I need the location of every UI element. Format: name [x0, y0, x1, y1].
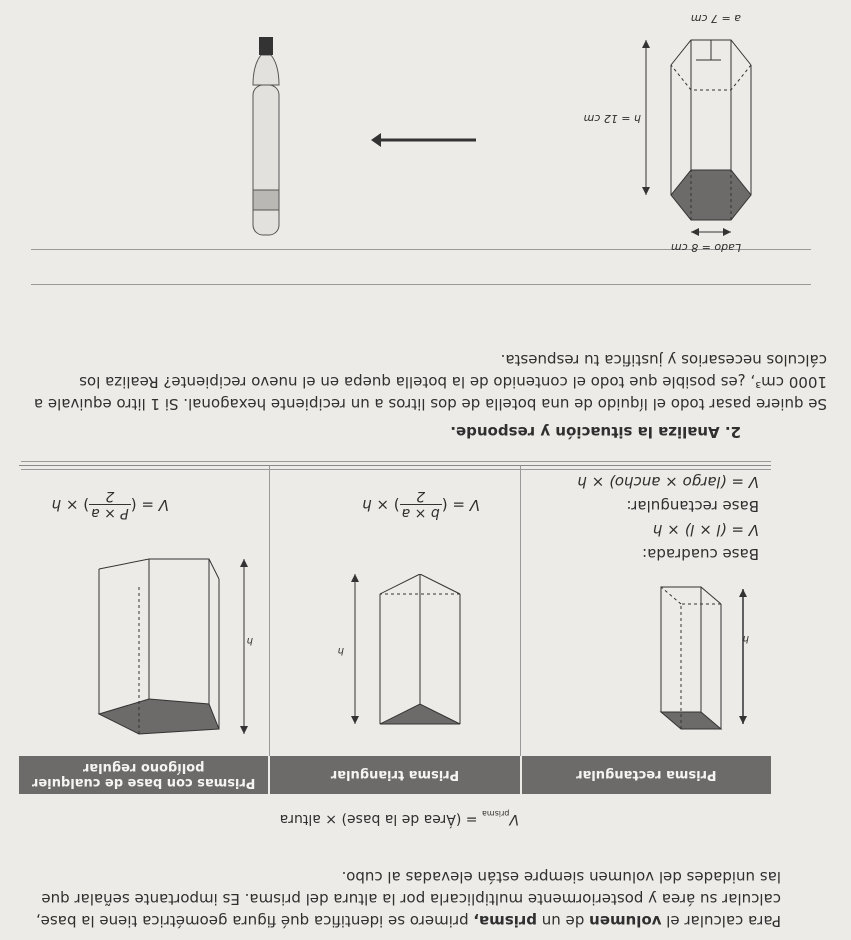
arrow-icon [371, 130, 481, 150]
triangular-prism-drawing [337, 574, 480, 744]
rect-formulas: Base cuadrada: V = (l × l) × h Base rectangular: V = (largo × ancho) × h [577, 473, 759, 563]
question-text: Se quiere pasar todo el líquido de una botella de dos litros a un recipiente hexagonal. Si 1 litro equivale a 1000 cm³, ¿es posible que todo el contenido de la botella quepa en el nuevo recipiente? Realiza los cálculos necesarios y justifica tu respuesta. [33, 351, 827, 413]
header-rectangular: Prisma rectangular [520, 756, 771, 794]
height-label: h = 12 cm [583, 112, 641, 125]
rectangular-prism-drawing [631, 574, 751, 744]
height-label-poly: h [246, 635, 253, 646]
cell-polygon [19, 466, 269, 756]
header-triangular: Prisma triangular [268, 756, 519, 794]
header-polygon: Prismas con base de cualquier polígono regular [19, 756, 268, 794]
bottle-icon [231, 20, 301, 240]
poly-formula: V = ( P × a 2 ) × h [51, 488, 169, 521]
height-label-rect: h [742, 633, 749, 644]
bold-prisma: prisma, [473, 912, 538, 930]
pentagonal-prism-drawing [59, 554, 259, 744]
volume-formula: $V_{prisma}$ = (Área de la base) × altura [279, 809, 519, 827]
cell-rectangular [520, 466, 771, 756]
rule-2 [21, 461, 771, 462]
bold-volumen: volumen [589, 912, 662, 930]
answer-line-1 [31, 284, 811, 285]
apothem-label: a = 7 cm [690, 12, 741, 25]
side-label: Lado = 8 cm [670, 241, 741, 254]
prism-table [19, 465, 771, 794]
rule-1 [21, 469, 771, 470]
section-title: 2. Analiza la situación y responde. [450, 423, 741, 441]
hexagonal-container-drawing [541, 20, 781, 250]
intro-paragraph: Para calcular el volumen de un prisma, primero se identifica qué figura geométrica tiene la base, calcular su área y posteriormente multiplicarla por la altura del prisma. Es importante señalar que las unidades del volumen siempre están elevadas al cubo. [35, 868, 781, 930]
cell-triangular [269, 466, 520, 756]
height-label-tri: h [337, 645, 344, 656]
tri-formula: V = ( b × a 2 ) × h [362, 488, 480, 521]
